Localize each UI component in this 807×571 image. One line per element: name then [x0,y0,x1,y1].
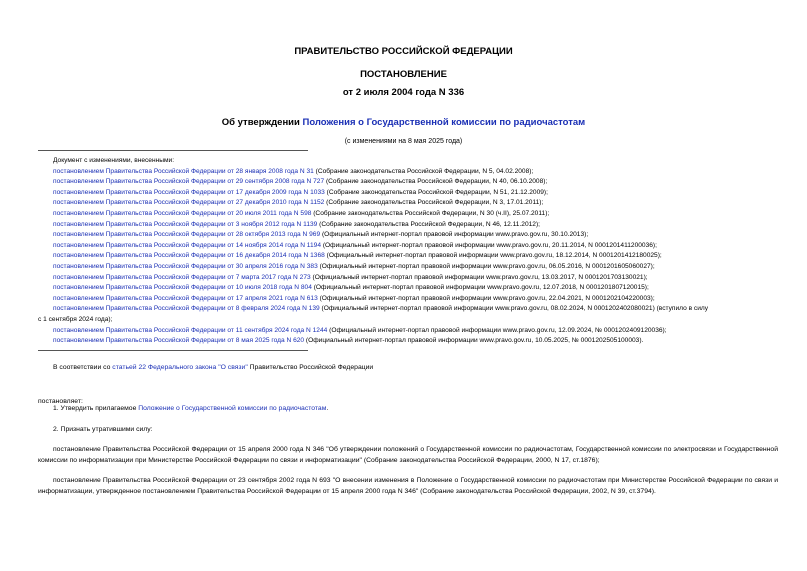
preamble-pre: В соответствии со [53,364,113,371]
regulation-link[interactable]: Положения о Государственной комиссии по радиочастотам [302,117,586,128]
change-item [38,326,778,337]
revision-note: (с изменениями на 8 мая 2025 года) [344,138,463,145]
change-source: (Собрание законодательства Российской Федерации, N 30 (ч.II), 25.07.2011); [311,209,550,217]
change-source: (Официальный интернет-портал правовой информации www.pravo.gov.ru, 12.07.2018, N 0001201807120015); [311,284,649,292]
preamble-post: Правительство Российской Федерации [247,364,374,371]
change-source: (Собрание законодательства Российской Федерации, N 51, 21.12.2009); [324,188,548,196]
change-link[interactable]: постановлением Правительства Российской Федерации от 27 декабря 2010 года N 1152 [53,199,325,207]
change-link[interactable]: постановлением Правительства Российской Федерации от 7 марта 2017 года N 273 [53,273,311,281]
preamble [38,363,793,374]
change-item [38,241,778,252]
change-link[interactable]: постановлением Правительства Российской Федерации от 16 декабря 2014 года N 1368 [53,252,325,260]
change-source: (Официальный интернет-портал правовой информации www.pravo.gov.ru, 12.09.2024, № 0001202409120036); [327,326,667,334]
change-link[interactable]: постановлением Правительства Российской Федерации от 20 июля 2011 года N 598 [53,209,312,217]
change-link[interactable]: постановлением Правительства Российской Федерации от 30 апреля 2016 года N 383 [53,262,318,270]
change-source: (Собрание законодательства Российской Федерации, N 5, 04.02.2008); [313,167,534,175]
change-item [38,167,778,178]
change-link[interactable]: постановлением Правительства Российской Федерации от 3 ноября 2012 года N 1139 [53,220,318,228]
change-source: (Официальный интернет-портал правовой информации www.pravo.gov.ru, 20.11.2014, N 0001201411200036); [321,241,657,249]
change-link[interactable]: постановлением Правительства Российской Федерации от 17 декабря 2009 года N 1033 [53,188,325,196]
change-source: (Официальный интернет-портал правовой информации www.pravo.gov.ru, 06.05.2016, N 0001201605060027); [317,262,655,270]
change-source: (Официальный интернет-портал правовой информации www.pravo.gov.ru, 08.02.2024, N 0001202402080021) (вступило в силу [319,305,709,313]
change-link[interactable]: постановлением Правительства Российской Федерации от 8 мая 2025 года N 620 [53,337,305,345]
change-source: (Официальный интернет-портал правовой информации www.pravo.gov.ru, 10.05.2025, № 0001202505100003). [304,337,644,345]
change-source: (Собрание законодательства Российской Федерации, N 46, 12.11.2012); [317,220,540,228]
point-1 [38,404,793,415]
change-source: (Официальный интернет-портал правовой информации www.pravo.gov.ru, 30.10.2013); [320,231,589,239]
repealed-item-2: постановление Правительства Российской Федерации от 23 сентября 2002 года N 693 "О внесении изменения в Положение о Государственной комиссии по радиочастотам при Министерстве Российской Федерации по связи и информатизации, утвержденное постановлением Правительства Российской Федерации от 15 апреля 2000 года N 346" (Собрание законодательства Российской Федерации, 2002, N 39, ст.3794). [38,477,778,495]
change-link[interactable]: постановлением Правительства Российской Федерации от 8 февраля 2024 года N 139 [53,305,320,313]
change-link[interactable]: постановлением Правительства Российской Федерации от 28 января 2008 года N 31 [53,167,314,175]
change-item [38,251,778,262]
document-date: от 2 июля 2004 года N 336 [342,87,465,98]
change-link[interactable]: постановлением Правительства Российской Федерации от 14 ноября 2014 года N 1194 [53,241,321,249]
change-link[interactable]: постановлением Правительства Российской Федерации от 29 сентября 2008 года N 727 [53,178,325,186]
document-type: ПОСТАНОВЛЕНИЕ [360,69,447,80]
repealed-item-1: постановление Правительства Российской Федерации от 15 апреля 2000 года N 346 "Об утверждении положений о Государственной комиссии по радиочастотам, Государственной комиссии по электросвязи и Государственной комиссии по информатизации при Министерстве Российской Федерации по связи и информатизации" (Собрание законодательства Российской Федерации, 2000, N 17, ст.1876); [38,446,778,464]
change-link[interactable]: постановлением Правительства Российской Федерации от 11 сентября 2024 года N 1244 [53,326,328,334]
change-source: (Официальный интернет-портал правовой информации www.pravo.gov.ru, 13.03.2017, N 0001201703130021); [310,273,648,281]
change-item [38,336,778,347]
government-heading: ПРАВИТЕЛЬСТВО РОССИЙСКОЙ ФЕДЕРАЦИИ [294,46,513,57]
change-link[interactable]: постановлением Правительства Российской Федерации от 17 апреля 2021 года N 613 [53,294,318,302]
change-link[interactable]: постановлением Правительства Российской Федерации от 28 октября 2013 года N 969 [53,231,321,239]
document-title [0,117,807,128]
change-item [38,273,778,284]
change-item [38,230,778,241]
change-source: (Официальный интернет-портал правовой информации www.pravo.gov.ru, 22.04.2021, N 0001202104220003); [317,294,655,302]
change-item [38,177,778,188]
change-item [38,262,778,273]
changes-intro: Документ с изменениями, внесенными: [53,157,175,164]
change-source: (Собрание законодательства Российской Федерации, N 40, 06.10.2008); [324,178,548,186]
title-prefix: Об утверждении [221,117,303,128]
law-article-link[interactable]: статьей 22 Федерального закона "О связи" [112,364,248,371]
change-item [38,304,778,315]
change-item [38,283,778,294]
change-continuation: с 1 сентября 2024 года); [38,315,113,323]
change-source: (Официальный интернет-портал правовой информации www.pravo.gov.ru, 18.12.2014, N 0001201412180025); [324,252,662,260]
regulation-approve-link[interactable]: Положение о Государственной комиссии по радиочастотам [138,405,327,412]
point-1-post: . [326,405,329,412]
divider-bottom [38,350,308,351]
change-source: (Собрание законодательства Российской Федерации, N 3, 17.01.2011); [324,199,544,207]
change-link[interactable]: постановлением Правительства Российской Федерации от 10 июля 2018 года N 804 [53,284,312,292]
change-item [38,188,778,199]
resolves-text: постановляет: [38,398,83,405]
divider-top [38,150,308,151]
point-2: 2. Признать утратившими силу: [53,426,153,433]
change-item [38,198,778,209]
changes-list [38,156,778,347]
change-item [38,294,778,305]
point-1-pre: 1. Утвердить прилагаемое [53,405,139,412]
change-item [38,220,778,231]
change-item [38,209,778,220]
